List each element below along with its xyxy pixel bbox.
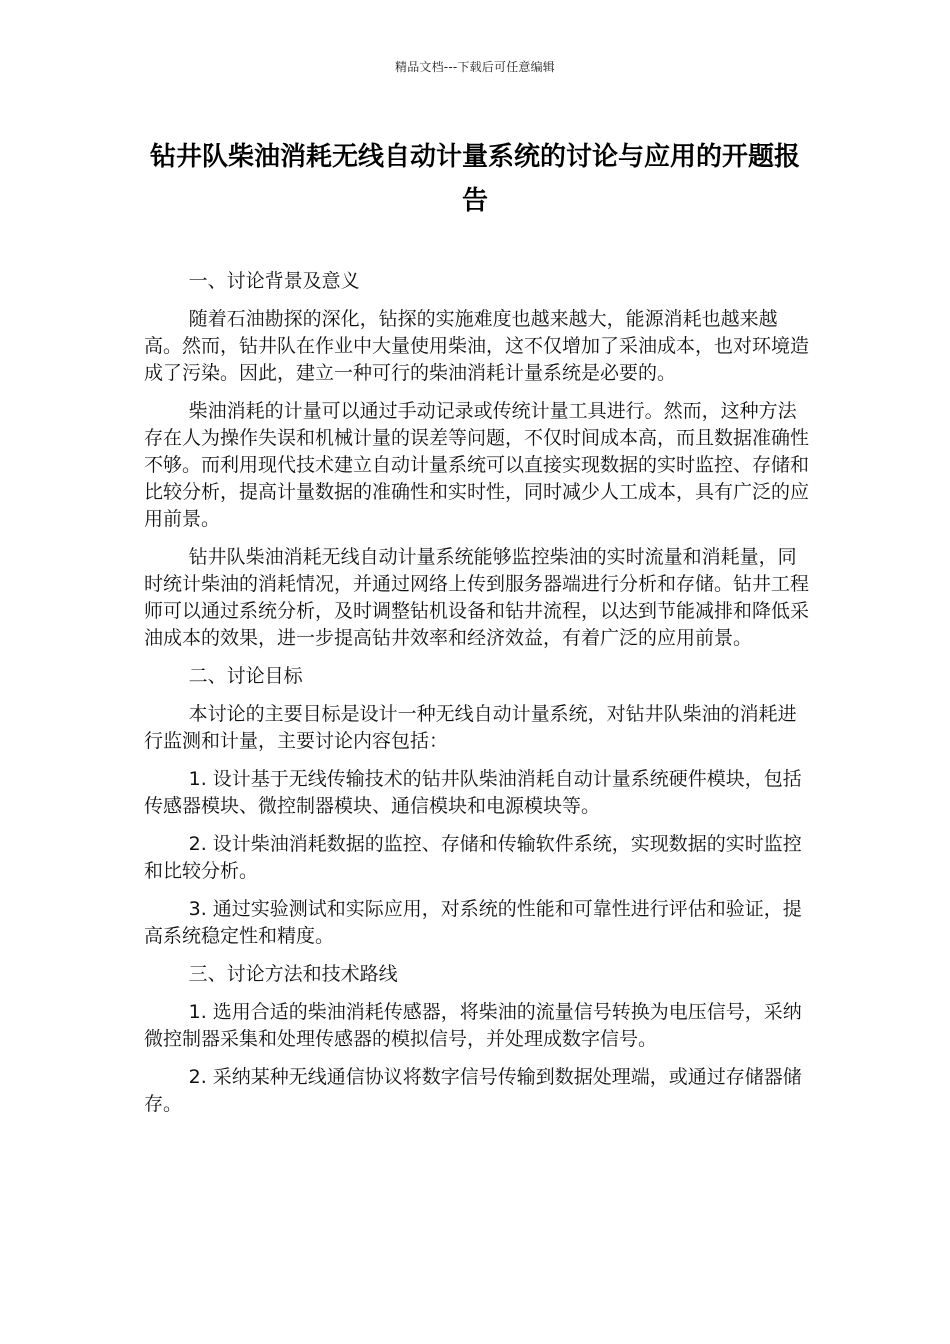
list-item: 3. 通过实验测试和实际应用，对系统的性能和可靠性进行评估和验证，提高系统稳定性和精度。 — [144, 898, 802, 947]
list-item: 1. 设计基于无线传输技术的钻井队柴油消耗自动计量系统硬件模块，包括传感器模块、微控制器模块、通信模块和电源模块等。 — [144, 768, 802, 817]
header-note: 精品文档---下载后可任意编辑 — [395, 60, 555, 74]
document-title: 钻井队柴油消耗无线自动计量系统的讨论与应用的开题报告 — [149, 142, 800, 216]
section-heading-objectives: 二、讨论目标 — [188, 665, 303, 687]
list-item: 2. 采纳某种无线通信协议将数字信号传输到数据处理端，或通过存储器储存。 — [144, 1066, 802, 1115]
section-heading-methods: 三、讨论方法和技术路线 — [188, 963, 398, 985]
section-heading-background: 一、讨论背景及意义 — [188, 270, 360, 292]
paragraph: 随着石油勘探的深化，钻探的实施难度也越来越大，能源消耗也越来越高。然而，钻井队在作业中大量使用柴油，这不仅增加了采油成本，也对环境造成了污染。因此，建立一种可行的柴油消耗计量系统是必要的。 — [144, 308, 810, 384]
paragraph: 钻井队柴油消耗无线自动计量系统能够监控柴油的实时流量和消耗量，同时统计柴油的消耗情况，并通过网络上传到服务器端进行分析和存储。钻井工程师可以通过系统分析，及时调整钻机设备和钻井流程，以达到节能减排和降低采油成本的效果，进一步提高钻井效率和经济效益，有着广泛的应用前景。 — [144, 546, 810, 649]
list-item: 1. 选用合适的柴油消耗传感器，将柴油的流量信号转换为电压信号，采纳微控制器采集和处理传感器的模拟信号，并处理成数字信号。 — [144, 1001, 802, 1050]
list-item: 2. 设计柴油消耗数据的监控、存储和传输软件系统，实现数据的实时监控和比较分析。 — [144, 833, 802, 882]
paragraph: 本讨论的主要目标是设计一种无线自动计量系统，对钻井队柴油的消耗进行监测和计量，主要讨论内容包括： — [144, 703, 797, 752]
paragraph: 柴油消耗的计量可以通过手动记录或传统计量工具进行。然而，这种方法存在人为操作失误和机械计量的误差等问题，不仅时间成本高，而且数据准确性不够。而利用现代技术建立自动计量系统可以直接实现数据的实时监控、存储和比较分析，提高计量数据的准确性和实时性，同时减少人工成本，具有广泛的应用前景。 — [144, 400, 810, 530]
document-body — [144, 268, 810, 1129]
